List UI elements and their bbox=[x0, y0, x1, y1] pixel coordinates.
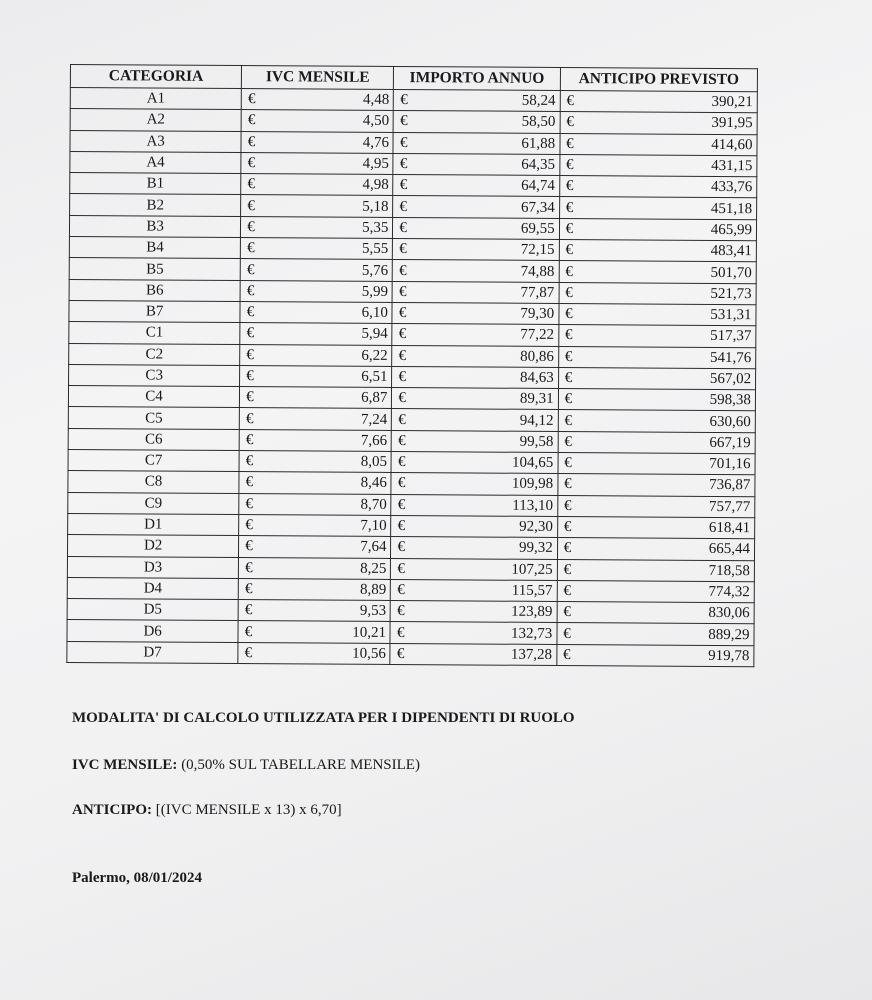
amount-value: 7,64 bbox=[360, 539, 387, 556]
anticipo-previsto-cell bbox=[557, 644, 754, 667]
euro-symbol: € bbox=[399, 156, 408, 173]
categoria-cell: A4 bbox=[70, 151, 241, 173]
amount-value: 774,32 bbox=[708, 583, 750, 601]
amount-value: 64,35 bbox=[521, 156, 556, 173]
importo-annuo-cell bbox=[393, 132, 559, 154]
ivc-mensile-cell bbox=[241, 195, 393, 217]
euro-symbol: € bbox=[396, 645, 405, 662]
amount-value: 4,76 bbox=[362, 134, 390, 151]
amount-value: 9,53 bbox=[359, 603, 387, 620]
amount-value: 61,88 bbox=[521, 135, 556, 152]
categoria-cell: C1 bbox=[69, 322, 240, 344]
categoria-cell: D1 bbox=[68, 513, 239, 535]
anticipo-previsto-cell bbox=[559, 303, 756, 326]
anticipo-previsto-cell bbox=[559, 261, 756, 284]
amount-value: 521,73 bbox=[710, 285, 752, 302]
euro-symbol: € bbox=[396, 624, 405, 641]
amount-value: 99,58 bbox=[519, 433, 554, 450]
amount-value: 67,34 bbox=[521, 199, 555, 216]
categoria-cell: B4 bbox=[69, 237, 240, 259]
euro-symbol: € bbox=[400, 113, 408, 130]
amount-value: 8,25 bbox=[360, 560, 387, 577]
euro-symbol: € bbox=[564, 433, 572, 450]
amount-value: 4,98 bbox=[362, 177, 389, 194]
amount-value: 79,30 bbox=[520, 305, 555, 323]
amount-value: 465,99 bbox=[710, 221, 753, 239]
categoria-cell: B2 bbox=[70, 194, 241, 216]
importo-annuo-cell bbox=[394, 89, 560, 111]
amount-value: 5,55 bbox=[362, 241, 389, 258]
amount-value: 4,50 bbox=[362, 113, 390, 130]
euro-symbol: € bbox=[565, 263, 573, 280]
amount-value: 58,50 bbox=[521, 114, 556, 131]
amount-value: 531,31 bbox=[710, 307, 752, 324]
ivc-mensile-cell bbox=[240, 259, 392, 281]
amount-value: 89,31 bbox=[519, 391, 554, 408]
amount-value: 8,70 bbox=[360, 496, 387, 513]
euro-symbol: € bbox=[563, 646, 571, 663]
amount-value: 483,41 bbox=[710, 243, 752, 260]
euro-symbol: € bbox=[247, 112, 256, 129]
euro-symbol: € bbox=[565, 242, 574, 259]
amount-value: 137,28 bbox=[510, 646, 553, 663]
importo-annuo-cell bbox=[392, 409, 558, 431]
header-importo-annuo: IMPORTO ANNUO bbox=[394, 66, 560, 90]
euro-symbol: € bbox=[245, 538, 253, 555]
ivc-mensile-cell bbox=[240, 365, 392, 387]
ivc-mensile-cell bbox=[238, 642, 390, 664]
euro-symbol: € bbox=[399, 283, 407, 300]
ivc-mensile-cell bbox=[240, 408, 392, 430]
importo-annuo-cell bbox=[391, 515, 557, 537]
categoria-cell: D6 bbox=[67, 620, 238, 642]
euro-symbol: € bbox=[399, 219, 408, 236]
euro-symbol: € bbox=[399, 241, 407, 258]
amount-value: 84,63 bbox=[519, 369, 554, 386]
euro-symbol: € bbox=[245, 517, 253, 534]
euro-symbol: € bbox=[398, 347, 407, 364]
ivc-mensile-cell bbox=[241, 238, 393, 260]
euro-symbol: € bbox=[245, 559, 253, 576]
ivc-mensile-cell bbox=[238, 578, 390, 600]
amount-value: 6,10 bbox=[361, 304, 388, 322]
ivc-mensile-cell bbox=[239, 536, 391, 558]
amount-value: 5,35 bbox=[362, 219, 389, 236]
euro-symbol: € bbox=[398, 411, 406, 428]
ivc-mensile-cell bbox=[240, 323, 392, 345]
euro-symbol: € bbox=[398, 369, 407, 386]
euro-symbol: € bbox=[247, 91, 256, 108]
categoria-cell: B1 bbox=[70, 173, 241, 195]
anticipo-previsto-cell bbox=[557, 623, 754, 646]
amount-value: 414,60 bbox=[711, 136, 753, 153]
anticipo-previsto-cell bbox=[560, 133, 757, 156]
ivc-mensile-cell bbox=[241, 152, 393, 174]
amount-value: 718,58 bbox=[708, 562, 750, 579]
euro-symbol: € bbox=[247, 219, 255, 236]
categoria-cell: C2 bbox=[69, 343, 240, 365]
euro-symbol: € bbox=[397, 581, 405, 599]
amount-value: 99,32 bbox=[518, 540, 553, 557]
categoria-cell: D4 bbox=[67, 577, 238, 599]
anticipo-previsto-cell bbox=[558, 453, 755, 476]
amount-value: 5,99 bbox=[361, 283, 389, 300]
euro-symbol: € bbox=[564, 391, 573, 408]
euro-symbol: € bbox=[246, 389, 254, 406]
amount-value: 10,56 bbox=[352, 645, 386, 662]
table-row bbox=[67, 641, 754, 666]
amount-value: 667,19 bbox=[709, 434, 751, 452]
anticipo-previsto-cell bbox=[557, 495, 754, 518]
amount-value: 74,88 bbox=[520, 263, 555, 280]
importo-annuo-cell bbox=[390, 643, 556, 665]
ivc-mensile-cell bbox=[241, 110, 393, 132]
importo-annuo-cell bbox=[393, 196, 559, 218]
euro-symbol: € bbox=[563, 582, 572, 600]
ivc-mensile-cell bbox=[238, 621, 390, 643]
amount-value: 889,29 bbox=[708, 626, 750, 643]
importo-annuo-cell bbox=[391, 473, 557, 495]
amount-value: 58,24 bbox=[521, 92, 556, 110]
euro-symbol: € bbox=[397, 560, 405, 577]
euro-symbol: € bbox=[397, 518, 406, 535]
anticipo-previsto-cell bbox=[558, 474, 755, 497]
euro-symbol: € bbox=[565, 178, 574, 195]
euro-symbol: € bbox=[564, 412, 573, 429]
categoria-cell: C9 bbox=[68, 492, 239, 514]
importo-annuo-cell bbox=[393, 239, 559, 261]
importo-annuo-cell bbox=[393, 153, 559, 175]
anticipo-previsto-cell bbox=[558, 367, 755, 390]
importo-annuo-cell bbox=[391, 558, 557, 580]
amount-value: 6,51 bbox=[361, 368, 388, 385]
header-categoria: CATEGORIA bbox=[70, 65, 241, 89]
amount-value: 7,24 bbox=[360, 411, 388, 428]
euro-symbol: € bbox=[563, 540, 572, 557]
amount-value: 64,74 bbox=[521, 178, 555, 195]
euro-symbol: € bbox=[246, 368, 254, 385]
anticipo-formula-text: [(IVC MENSILE x 13) x 6,70] bbox=[155, 802, 342, 818]
anticipo-previsto-cell bbox=[558, 431, 755, 454]
ivc-mensile-cell bbox=[241, 89, 393, 111]
euro-symbol: € bbox=[563, 604, 571, 621]
categoria-cell: B3 bbox=[69, 215, 240, 237]
ivc-formula-note bbox=[72, 757, 420, 774]
euro-symbol: € bbox=[565, 199, 574, 216]
amount-value: 10,21 bbox=[352, 624, 387, 641]
euro-symbol: € bbox=[563, 561, 572, 578]
euro-symbol: € bbox=[398, 305, 407, 322]
euro-symbol: € bbox=[399, 134, 408, 151]
importo-annuo-cell bbox=[392, 388, 558, 410]
ivc-mensile-cell bbox=[241, 131, 393, 153]
amount-value: 115,57 bbox=[511, 582, 553, 599]
ivc-mensile-cell bbox=[238, 600, 390, 622]
categoria-cell: A1 bbox=[70, 88, 241, 110]
ivc-mensile-cell bbox=[240, 302, 392, 324]
importo-annuo-cell bbox=[392, 302, 558, 324]
euro-symbol: € bbox=[247, 240, 255, 257]
importo-annuo-cell bbox=[391, 452, 557, 474]
amount-value: 5,18 bbox=[362, 198, 389, 215]
amount-value: 451,18 bbox=[710, 200, 753, 217]
categoria-cell: D2 bbox=[67, 535, 238, 557]
ivc-formula-label: IVC MENSILE: bbox=[72, 757, 178, 773]
euro-symbol: € bbox=[247, 197, 255, 214]
anticipo-previsto-cell bbox=[559, 218, 756, 241]
importo-annuo-cell bbox=[390, 622, 556, 644]
euro-symbol: € bbox=[564, 327, 573, 344]
categoria-cell: B5 bbox=[69, 258, 240, 280]
amount-value: 104,65 bbox=[511, 454, 554, 472]
amount-value: 5,76 bbox=[361, 262, 389, 279]
amount-value: 8,05 bbox=[360, 453, 388, 471]
header-ivc-mensile: IVC MENSILE bbox=[242, 66, 394, 90]
amount-value: 77,87 bbox=[520, 284, 555, 301]
euro-symbol: € bbox=[566, 93, 575, 110]
ivc-mensile-cell bbox=[240, 387, 392, 409]
amount-value: 109,98 bbox=[511, 476, 554, 493]
categoria-cell: C8 bbox=[68, 471, 239, 493]
amount-value: 630,60 bbox=[709, 413, 751, 430]
categoria-cell: B7 bbox=[69, 300, 240, 322]
euro-symbol: € bbox=[244, 623, 253, 640]
anticipo-previsto-cell bbox=[558, 325, 755, 348]
categoria-cell: C7 bbox=[68, 450, 239, 472]
amount-value: 77,22 bbox=[520, 327, 555, 344]
amount-value: 6,22 bbox=[361, 347, 388, 364]
euro-symbol: € bbox=[563, 625, 571, 642]
euro-symbol: € bbox=[397, 603, 405, 620]
importo-annuo-cell bbox=[393, 281, 559, 303]
importo-annuo-cell bbox=[391, 579, 557, 601]
euro-symbol: € bbox=[565, 306, 573, 323]
euro-symbol: € bbox=[400, 92, 408, 109]
ivc-mensile-cell bbox=[240, 280, 392, 302]
euro-symbol: € bbox=[564, 348, 573, 365]
euro-symbol: € bbox=[245, 474, 254, 491]
anticipo-previsto-cell bbox=[559, 282, 756, 305]
euro-symbol: € bbox=[398, 390, 406, 407]
ivc-mensile-cell bbox=[241, 174, 393, 196]
anticipo-previsto-cell bbox=[558, 346, 755, 369]
euro-symbol: € bbox=[566, 114, 574, 131]
importo-annuo-cell bbox=[391, 494, 557, 516]
categoria-cell: C6 bbox=[68, 428, 239, 450]
ivc-formula-text: (0,50% SUL TABELLARE MENSILE) bbox=[181, 757, 420, 773]
amount-value: 8,89 bbox=[359, 581, 387, 598]
categoria-cell: C5 bbox=[68, 407, 239, 429]
categoria-cell: D7 bbox=[67, 641, 238, 663]
amount-value: 736,87 bbox=[709, 477, 751, 494]
euro-symbol: € bbox=[565, 220, 574, 237]
euro-symbol: € bbox=[565, 284, 573, 301]
euro-symbol: € bbox=[399, 177, 408, 194]
categoria-cell: C3 bbox=[69, 364, 240, 386]
table-body bbox=[67, 88, 757, 667]
amount-value: 391,95 bbox=[711, 115, 753, 132]
ivc-mensile-cell bbox=[239, 472, 391, 494]
euro-symbol: € bbox=[245, 431, 254, 449]
amount-value: 517,37 bbox=[710, 328, 752, 345]
amount-value: 701,16 bbox=[709, 456, 751, 473]
euro-symbol: € bbox=[397, 496, 406, 513]
euro-symbol: € bbox=[399, 262, 407, 279]
amount-value: 7,66 bbox=[360, 432, 388, 449]
euro-symbol: € bbox=[245, 495, 254, 512]
amount-value: 92,30 bbox=[519, 518, 553, 536]
euro-symbol: € bbox=[398, 432, 406, 449]
categoria-cell: B6 bbox=[69, 279, 240, 301]
amount-value: 69,55 bbox=[520, 220, 555, 237]
ivc-mensile-cell bbox=[239, 493, 391, 515]
euro-symbol: € bbox=[397, 475, 406, 492]
amount-value: 80,86 bbox=[520, 348, 554, 365]
anticipo-previsto-cell bbox=[557, 602, 754, 625]
amount-value: 830,06 bbox=[708, 605, 750, 622]
anticipo-previsto-cell bbox=[557, 580, 754, 603]
ivc-mensile-cell bbox=[239, 557, 391, 579]
amount-value: 431,15 bbox=[711, 157, 753, 175]
amount-value: 598,38 bbox=[709, 392, 752, 409]
euro-symbol: € bbox=[397, 454, 406, 471]
anticipo-previsto-cell bbox=[559, 240, 756, 263]
amount-value: 4,95 bbox=[362, 155, 389, 172]
euro-symbol: € bbox=[244, 644, 253, 661]
amount-value: 113,10 bbox=[512, 497, 554, 514]
anticipo-formula-label: ANTICIPO: bbox=[72, 802, 153, 818]
amount-value: 433,76 bbox=[710, 179, 753, 196]
euro-symbol: € bbox=[247, 176, 256, 193]
ivc-mensile-cell bbox=[240, 344, 392, 366]
calculation-method-heading: MODALITA' DI CALCOLO UTILIZZATA PER I DIPENDENTI DI RUOLO bbox=[72, 710, 575, 726]
euro-symbol: € bbox=[564, 476, 572, 493]
importo-annuo-cell bbox=[393, 260, 559, 282]
amount-value: 541,76 bbox=[709, 349, 752, 366]
amount-value: 123,89 bbox=[511, 603, 553, 621]
amount-value: 757,77 bbox=[709, 498, 751, 515]
amount-value: 6,87 bbox=[361, 390, 388, 407]
euro-symbol: € bbox=[398, 326, 407, 343]
amount-value: 665,44 bbox=[708, 541, 751, 558]
importo-annuo-cell bbox=[392, 366, 558, 388]
ivc-mensile-cell bbox=[239, 429, 391, 451]
euro-symbol: € bbox=[246, 304, 255, 321]
euro-symbol: € bbox=[563, 497, 572, 514]
ivc-mensile-cell bbox=[239, 451, 391, 473]
anticipo-previsto-cell bbox=[560, 154, 757, 177]
categoria-cell: A2 bbox=[70, 109, 241, 131]
categoria-cell: D3 bbox=[67, 556, 238, 578]
place-and-date: Palermo, 08/01/2024 bbox=[72, 870, 202, 886]
anticipo-previsto-cell bbox=[560, 112, 757, 135]
euro-symbol: € bbox=[566, 135, 574, 152]
anticipo-previsto-cell bbox=[558, 410, 755, 433]
euro-symbol: € bbox=[397, 539, 406, 556]
header-anticipo-previsto: ANTICIPO PREVISTO bbox=[560, 67, 757, 91]
amount-value: 501,70 bbox=[710, 264, 752, 281]
amount-value: 7,10 bbox=[360, 517, 387, 535]
importo-annuo-cell bbox=[391, 601, 557, 623]
euro-symbol: € bbox=[246, 410, 254, 427]
euro-symbol: € bbox=[563, 519, 572, 536]
euro-symbol: € bbox=[564, 370, 573, 387]
amount-value: 567,02 bbox=[709, 370, 752, 388]
anticipo-previsto-cell bbox=[559, 176, 756, 199]
anticipo-previsto-cell bbox=[557, 538, 754, 561]
importo-annuo-cell bbox=[392, 324, 558, 346]
anticipo-previsto-cell bbox=[559, 197, 756, 220]
categoria-cell: D5 bbox=[67, 599, 238, 621]
anticipo-previsto-cell bbox=[557, 516, 754, 539]
euro-symbol: € bbox=[246, 282, 255, 299]
amount-value: 8,46 bbox=[360, 475, 387, 492]
euro-symbol: € bbox=[246, 261, 255, 278]
importo-annuo-cell bbox=[393, 217, 559, 239]
amount-value: 107,25 bbox=[511, 561, 553, 578]
euro-symbol: € bbox=[564, 455, 572, 472]
importo-annuo-cell bbox=[391, 537, 557, 559]
euro-symbol: € bbox=[245, 453, 254, 470]
amount-value: 618,41 bbox=[708, 519, 751, 537]
euro-symbol: € bbox=[244, 581, 253, 598]
anticipo-previsto-cell bbox=[558, 389, 755, 412]
euro-symbol: € bbox=[246, 346, 255, 363]
amount-value: 132,73 bbox=[510, 625, 553, 642]
categoria-cell: A3 bbox=[70, 130, 241, 152]
amount-value: 919,78 bbox=[708, 647, 750, 665]
ivc-mensile-cell bbox=[241, 216, 393, 238]
amount-value: 390,21 bbox=[711, 94, 753, 111]
euro-symbol: € bbox=[244, 602, 253, 619]
anticipo-formula-note bbox=[72, 802, 342, 819]
importo-annuo-cell bbox=[392, 430, 558, 452]
amount-value: 4,48 bbox=[362, 91, 390, 109]
ivc-mensile-cell bbox=[239, 514, 391, 536]
euro-symbol: € bbox=[246, 325, 255, 342]
importo-annuo-cell bbox=[394, 111, 560, 133]
importo-annuo-cell bbox=[392, 345, 558, 367]
euro-symbol: € bbox=[247, 155, 256, 172]
anticipo-previsto-cell bbox=[557, 559, 754, 582]
amount-value: 94,12 bbox=[519, 412, 554, 429]
euro-symbol: € bbox=[566, 157, 574, 174]
amount-value: 5,94 bbox=[361, 326, 388, 343]
amount-value: 72,15 bbox=[520, 241, 555, 259]
euro-symbol: € bbox=[247, 133, 256, 150]
euro-symbol: € bbox=[399, 198, 408, 215]
ivc-table bbox=[66, 64, 758, 667]
categoria-cell: C4 bbox=[68, 386, 239, 408]
anticipo-previsto-cell bbox=[560, 90, 757, 113]
importo-annuo-cell bbox=[393, 175, 559, 197]
